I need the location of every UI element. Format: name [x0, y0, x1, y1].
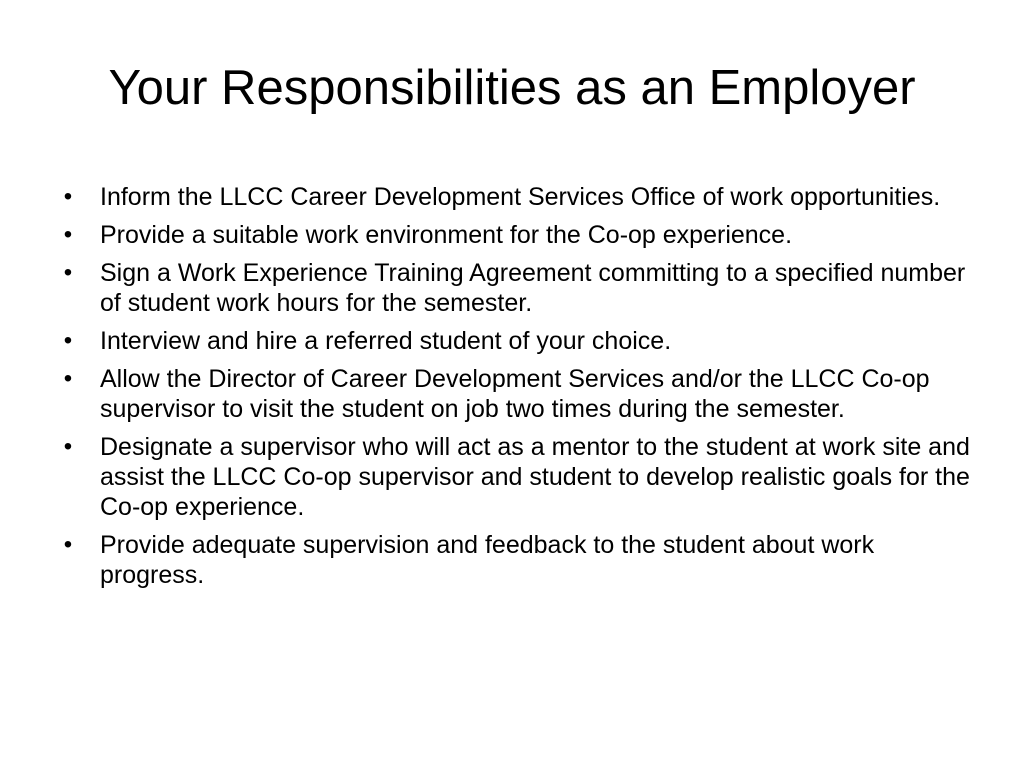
bullet-text: Allow the Director of Career Development Services and/or the LLCC Co-op supervisor to visit the student on job two times during the semester.: [100, 365, 930, 423]
bullet-text: Sign a Work Experience Training Agreement committing to a specified number of student work hours for the semester.: [100, 259, 966, 317]
bullet-item-supervision-feedback: [58, 530, 970, 590]
bullet-item-training-agreement: [58, 258, 970, 318]
bullet-item-interview-hire: [58, 326, 970, 356]
bullet-text: Designate a supervisor who will act as a mentor to the student at work site and assist the LLCC Co-op supervisor and student to develop realistic goals for the Co-op experience.: [100, 433, 970, 521]
bullet-text: Provide a suitable work environment for the Co-op experience.: [100, 221, 793, 249]
bullet-icon: •: [63, 221, 73, 248]
bullet-icon: •: [63, 365, 73, 392]
bullet-item-inform-office: [58, 182, 970, 212]
bullet-item-allow-visits: [58, 364, 970, 424]
slide-title: Your Responsibilities as an Employer: [108, 61, 916, 115]
bullet-text: Provide adequate supervision and feedback to the student about work progress.: [100, 531, 875, 589]
bullet-icon: •: [63, 327, 73, 354]
bullet-text: Inform the LLCC Career Development Services Office of work opportunities.: [100, 183, 941, 211]
bullet-text: Interview and hire a referred student of your choice.: [100, 327, 672, 355]
bullet-icon: •: [63, 531, 73, 558]
bullet-item-designate-supervisor: [58, 432, 970, 522]
bullet-icon: •: [63, 259, 73, 286]
bullet-icon: •: [63, 433, 73, 460]
bullet-icon: •: [63, 183, 73, 210]
bullet-list: [58, 182, 970, 598]
bullet-item-work-environment: [58, 220, 970, 250]
